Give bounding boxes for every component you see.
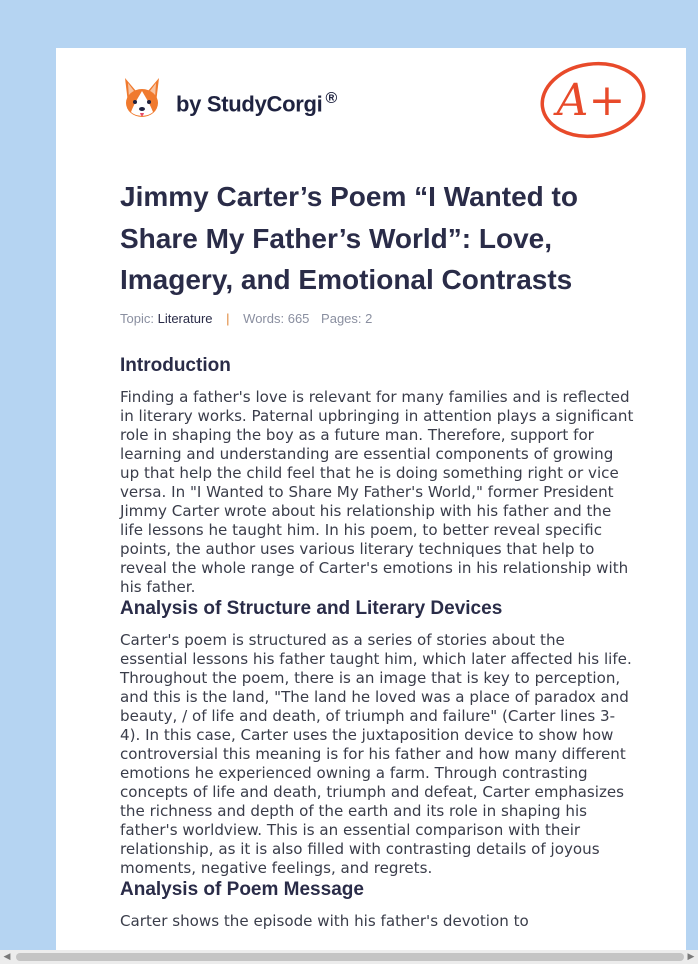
- essay-content: [120, 354, 635, 931]
- topic-label: Topic:: [120, 311, 154, 326]
- document-meta: [120, 311, 372, 326]
- corgi-logo-icon: [122, 76, 162, 122]
- scroll-left-icon[interactable]: ◀: [3, 952, 11, 962]
- section-heading-poem-message: Analysis of Poem Message: [120, 879, 364, 900]
- document-page: [56, 48, 686, 950]
- section-body-introduction: Finding a father's love is relevant for many families and is reflected in literary works. Paternal upbringing in attention plays a significant role in shaping the boy as a future man. Therefore, support for learning and understanding are essential components of growing up that help the child feel that he is doing something right or vice versa. In "I Wanted to Share My Father's World," former President Jimmy Carter wrote about his relationship with his father and the life lessons he taught him. In his poem, to better reveal specific points, the author uses various literary techniques that help to reveal the whole range of Carter's emotions in his relationship with his father.: [120, 388, 634, 596]
- words-count: 665: [287, 311, 310, 326]
- pages-count: 2: [365, 311, 373, 326]
- grade-text: A+: [556, 75, 626, 126]
- topic-link[interactable]: Literature: [157, 311, 213, 326]
- section-heading-analysis-structure: Analysis of Structure and Literary Devices: [120, 598, 503, 619]
- section-body-poem-message: Carter shows the episode with his father's devotion to: [120, 912, 529, 930]
- scrollbar-thumb[interactable]: [16, 953, 684, 961]
- meta-separator: |: [226, 311, 230, 326]
- section-body-analysis-structure: Carter's poem is structured as a series of stories about the essential lessons his father taught him, which later affected his life. Throughout the poem, there is an image that is key to perception, and this is the land, "The land he loved was a place of paradox and beauty, / of life and death, of triumph and failure" (Carter lines 3-4). In this case, Carter uses the juxtaposition device to show how controversial this meaning is for his father and how many different emotions he experienced owning a farm. Through contrasting concepts of life and death, triumph and defeat, Carter emphasizes the richness and depth of the earth and its role in shaping his father's worldview. This is an essential comparison with their relationship, as it is also filled with contrasting details of joyous moments, negative feelings, and regrets.: [120, 631, 632, 877]
- registered-mark: ®: [325, 90, 337, 108]
- page-title: Jimmy Carter’s Poem “I Wanted to Share My Father’s World”: Love, Imagery, and Emotional Contrasts: [120, 181, 578, 295]
- words-label: Words:: [243, 311, 285, 326]
- brand-logo-link[interactable]: [122, 76, 337, 122]
- scroll-right-icon[interactable]: ▶: [687, 952, 695, 962]
- grade-badge: [538, 60, 648, 140]
- section-heading-introduction: Introduction: [120, 355, 231, 376]
- pages-label: Pages:: [321, 311, 362, 326]
- brand-name: by StudyCorgi ®: [176, 90, 337, 117]
- horizontal-scrollbar[interactable]: [0, 950, 698, 964]
